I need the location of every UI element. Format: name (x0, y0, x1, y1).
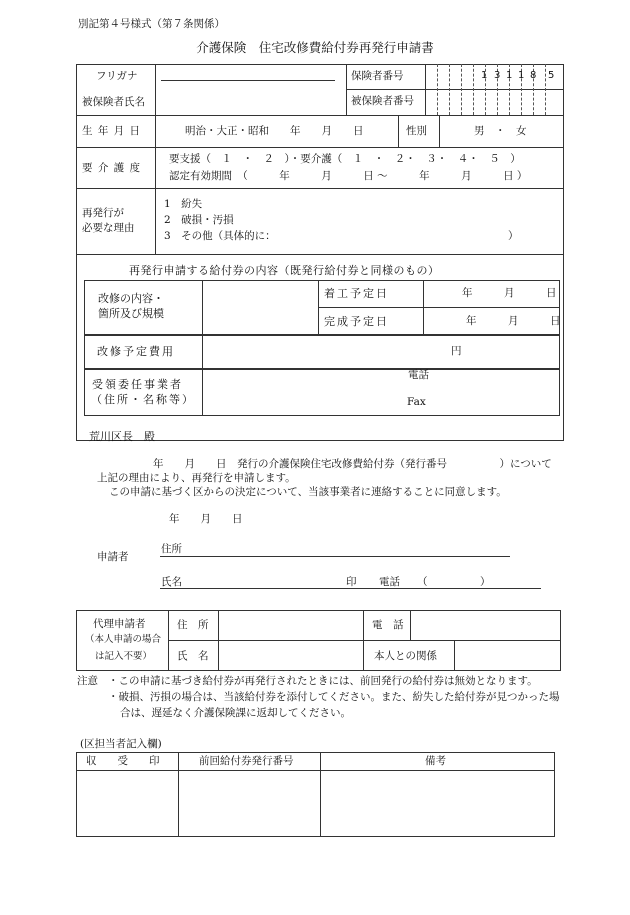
note-line-2: ・破損、汚損の場合は、当該給付券を添付してください。また、紛失した給付券が見つかった場 (108, 691, 560, 703)
insured-name-label: 被保険者氏名 (82, 96, 145, 108)
care-level-options[interactable]: 要支援（ １ ・ ２ ）・要介護（ １ ・ ２・ ３・ ４・ ５ ） (169, 153, 521, 165)
insurer-digit: 1 (506, 70, 513, 81)
application-date[interactable]: 年 月 日 (169, 513, 243, 525)
form-number: 別記第４号様式（第７条関係） (78, 18, 225, 30)
cost-unit: 円 (451, 345, 462, 357)
end-date-value[interactable]: 年 月 日 (466, 315, 561, 327)
reason-option-lost[interactable]: 1 紛失 (164, 198, 203, 210)
page-title: 介護保険 住宅改修費給付券再発行申請書 (196, 40, 434, 55)
start-date-label: 着工予定日 (324, 287, 389, 300)
scope-field[interactable] (203, 281, 317, 334)
start-date-value[interactable]: 年 月 日 (462, 287, 557, 299)
declaration-line-2: 上記の理由により、再発行を申請します。 (97, 472, 296, 484)
insured-number-field[interactable] (426, 90, 564, 115)
dob-label: 生 年 月 日 (82, 125, 142, 137)
contractor-label-2: （住所・名称等） (91, 393, 195, 406)
insurer-digit: 3 (494, 70, 501, 81)
contractor-label: 受領委任事業者 (92, 378, 183, 391)
care-level-label: 要 介 護 度 (82, 162, 142, 174)
insurer-digit: 5 (548, 70, 555, 81)
applicant-name-label: 氏名 (161, 576, 182, 588)
agent-relation-field[interactable] (455, 641, 560, 670)
furigana-label: フリガナ (96, 70, 138, 82)
insurer-digit: 1 (518, 70, 525, 81)
agent-address-field[interactable] (219, 611, 362, 639)
applicant-address-line[interactable] (160, 556, 510, 557)
addressee: 荒川区長 殿 (89, 430, 155, 443)
cost-field[interactable] (203, 336, 443, 368)
applicant-seal-label: 印 (346, 576, 357, 588)
agent-address-label: 住 所 (177, 619, 209, 631)
office-col-remarks: 備考 (425, 755, 446, 767)
content-heading: 再発行申請する給付券の内容（既発行給付券と同様のもの） (129, 264, 440, 277)
reason-label-2: 必要な理由 (82, 222, 135, 234)
notes-prefix: 注意 (77, 675, 98, 687)
gender-label: 性別 (406, 125, 427, 137)
insurer-digit: 8 (530, 70, 537, 81)
agent-relation-label: 本人との関係 (374, 650, 437, 662)
agent-label-3: は記入不要） (95, 651, 153, 662)
agent-label: 代理申請者 (93, 618, 146, 630)
office-col-receipt: 収 受 印 (86, 755, 160, 767)
office-heading: (区担当者記入欄) (80, 738, 162, 750)
applicant-phone-label: 電話 (379, 576, 400, 588)
reason-option-damaged[interactable]: 2 破損・汚損 (164, 214, 234, 226)
contractor-fax-label: Fax (407, 396, 426, 408)
insured-name-field[interactable] (160, 90, 340, 112)
end-date-label: 完成予定日 (324, 315, 389, 328)
furigana-input-line[interactable] (161, 80, 335, 81)
insured-number-label: 被保険者番号 (351, 95, 414, 107)
agent-phone-field[interactable] (411, 611, 560, 639)
reason-option-other[interactable]: 3 その他（具体的に： (164, 230, 276, 242)
applicant-address-label: 住所 (161, 543, 182, 555)
note-line-3: 合は、遅延なく介護保険課に返却してください。 (120, 707, 351, 719)
agent-name-label: 氏 名 (177, 650, 209, 662)
certification-period[interactable]: 認定有効期間 （ 年 月 日 〜 年 月 日 ） (169, 170, 528, 182)
gender-options[interactable]: 男 ・ 女 (474, 125, 527, 137)
office-col-prev-number: 前回給付券発行番号 (199, 755, 294, 767)
scope-label: 改修の内容・ (98, 292, 164, 305)
dob-value[interactable]: 明治・大正・昭和 年 月 日 (185, 125, 364, 137)
applicant-name-line[interactable] (160, 588, 541, 589)
reason-label: 再発行が (82, 207, 124, 219)
agent-phone-label: 電 話 (372, 619, 404, 631)
agent-label-2: （本人申請の場合 (85, 634, 162, 645)
agent-name-field[interactable] (219, 641, 362, 670)
declaration-line-1: 年 月 日 発行の介護保険住宅改修費給付券（発行番号 ）について (153, 458, 552, 470)
reason-other-close: ） (508, 230, 519, 242)
insurer-digit: 1 (481, 70, 488, 81)
contractor-phone-label: 電話 (408, 369, 429, 381)
applicant-label: 申請者 (97, 551, 129, 563)
contractor-field[interactable] (203, 370, 403, 415)
cost-label: 改修予定費用 (97, 345, 175, 358)
scope-label-2: 箇所及び規模 (98, 307, 164, 320)
insurer-number-label: 保険者番号 (351, 70, 404, 82)
note-line-1: ・この申請に基づき給付券が再発行されたときには、前回発行の給付券は無効となります。 (108, 675, 538, 687)
applicant-phone-field[interactable]: （ ） (417, 576, 491, 588)
declaration-line-3: この申請に基づく区からの決定について、当該事業者に連絡することに同意します。 (109, 486, 507, 498)
